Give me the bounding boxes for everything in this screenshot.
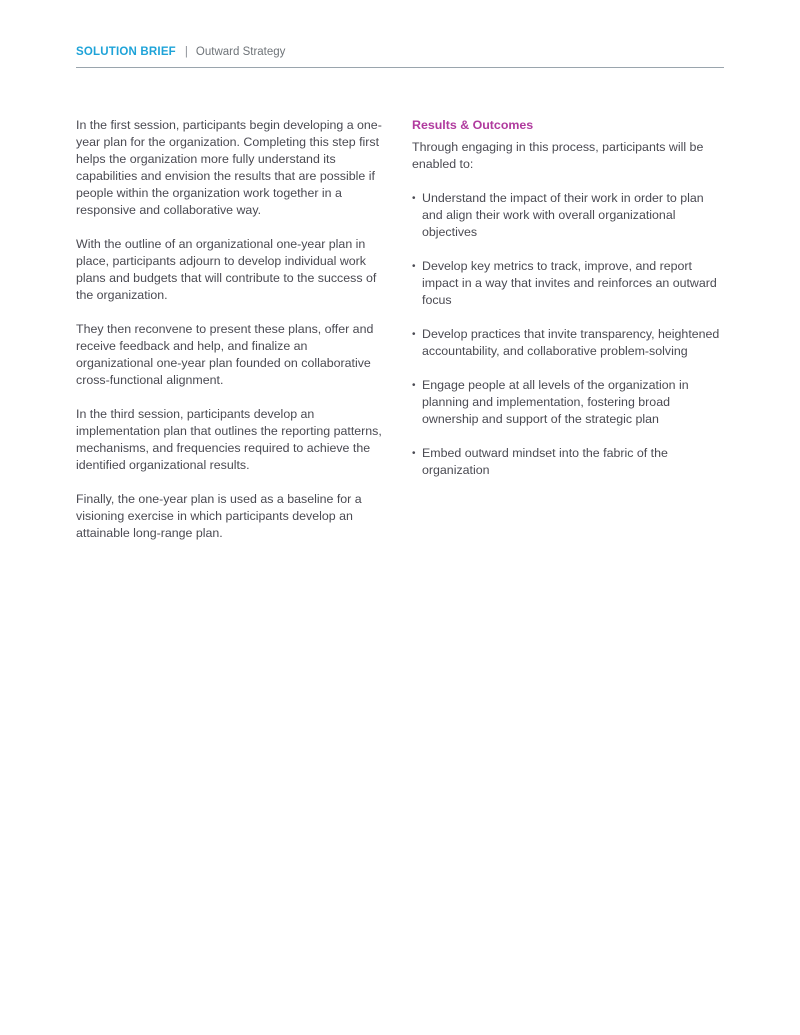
header-subtitle: Outward Strategy <box>195 46 286 58</box>
paragraph-outline: With the outline of an organizational one-year plan in place, participants adjourn to develop individual work plans and budgets that will contribute to the success of the organization. <box>76 237 377 302</box>
list-item <box>412 258 724 309</box>
results-intro: Through engaging in this process, participants will be enabled to: <box>412 140 704 171</box>
paragraph-third-session: In the third session, participants develop an implementation plan that outlines the reporting patterns, mechanisms, and frequencies required to achieve the identified organizational results. <box>76 407 382 472</box>
page-header <box>76 44 724 68</box>
list-item-text: Develop key metrics to track, improve, and report impact in a way that invites and reinforces an outward focus <box>422 259 717 307</box>
left-column <box>76 117 388 559</box>
bullet-icon: • <box>412 448 416 459</box>
right-column <box>412 117 724 496</box>
list-item-text: Embed outward mindset into the fabric of the organization <box>422 446 668 477</box>
bullet-icon: • <box>412 193 416 204</box>
header-brand: SOLUTION BRIEF <box>76 46 176 58</box>
list-item-text: Engage people at all levels of the organization in planning and implementation, fostering broad ownership and support of the strategic plan <box>422 378 689 426</box>
bullet-icon: • <box>412 261 416 272</box>
section-title-results: Results & Outcomes <box>412 118 534 132</box>
bullet-icon: • <box>412 329 416 340</box>
list-item <box>412 326 724 360</box>
list-item-text: Understand the impact of their work in order to plan and align their work with overall organizational objectives <box>422 191 704 239</box>
list-item <box>412 190 724 241</box>
paragraph-finally: Finally, the one-year plan is used as a baseline for a visioning exercise in which participants develop an attainable long-range plan. <box>76 492 362 540</box>
paragraph-reconvene: They then reconvene to present these plans, offer and receive feedback and help, and finalize an organizational one-year plan founded on collaborative cross-functional alignment. <box>76 322 374 387</box>
list-item <box>412 377 724 428</box>
results-list <box>412 190 724 479</box>
bullet-icon: • <box>412 380 416 391</box>
list-item <box>412 445 724 479</box>
list-item-text: Develop practices that invite transparency, heightened accountability, and collaborative problem-solving <box>422 327 720 358</box>
paragraph-first-session: In the first session, participants begin developing a one-year plan for the organization. Completing this step first helps the organization more fully understand its capabilities and envision the results that are possible if people within the organization work together in a responsive and collaborative way. <box>76 118 382 217</box>
header-separator: | <box>184 46 188 58</box>
